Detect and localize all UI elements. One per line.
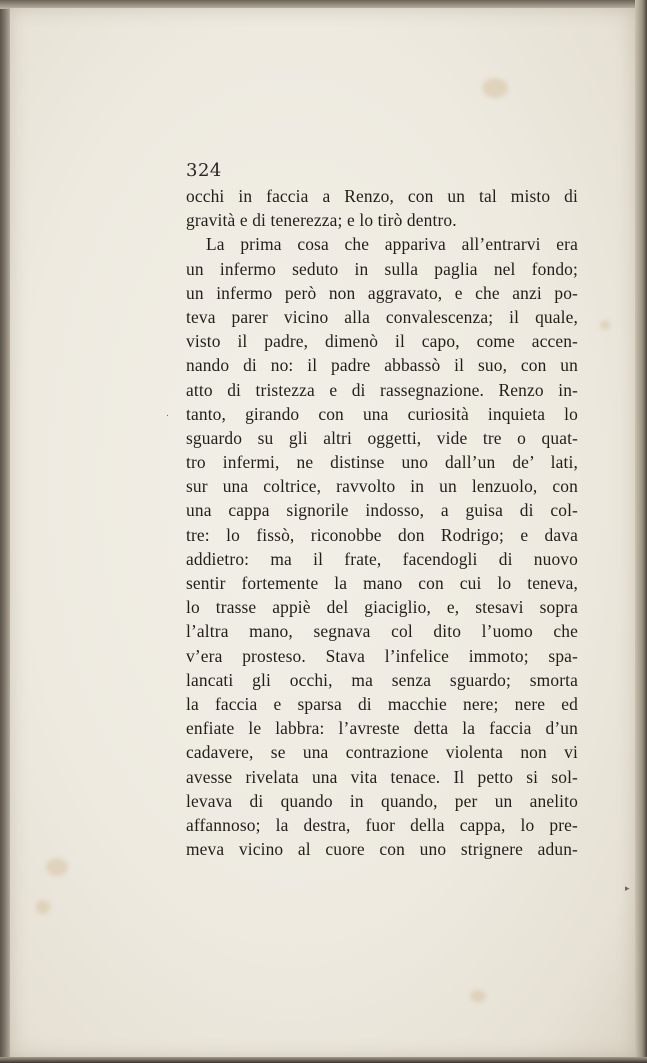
foxing-stain (46, 858, 68, 876)
text-line: tanto, girando con una curiosità inquieta lo (186, 403, 578, 424)
text-line: atto di tristezza e di rassegnazione. Renzo in- (186, 379, 578, 400)
text-line: sur una coltrice, ravvolto in un lenzuolo, con (186, 476, 578, 497)
text-line: affannoso; la destra, fuor della cappa, lo pre- (186, 814, 578, 835)
text-line: l’altra mano, segnava col dito l’uomo che (186, 621, 578, 642)
page-bottom-edge (0, 1057, 647, 1063)
foxing-stain (36, 900, 50, 914)
text-line: tre: lo fissò, riconobbe don Rodrigo; e dava (186, 524, 578, 545)
text-line: sguardo su gli altri oggetti, vide tre o quat- (186, 427, 578, 448)
text-line: tro infermi, ne distinse uno dall’un de’ lati, (186, 452, 578, 473)
foxing-stain (600, 320, 610, 330)
text-line: addietro: ma il frate, facendogli di nuovo (186, 548, 578, 569)
text-line: gravità e di tenerezza; e lo tirò dentro. (186, 210, 457, 231)
text-line: un infermo però non aggravato, e che anzi po- (186, 282, 578, 303)
page-right-edge (635, 0, 647, 1063)
text-line: cadavere, se una contrazione violenta non vi (186, 742, 578, 763)
margin-mark: ▸ (625, 884, 630, 894)
text-line: occhi in faccia a Renzo, con un tal misto di (186, 186, 578, 206)
body-text (186, 184, 578, 861)
foxing-stain (470, 990, 486, 1002)
text-line: nando di no: il padre abbassò il suo, con un (186, 355, 578, 376)
text-line: visto il padre, dimenò il capo, come accen- (186, 331, 578, 352)
text-line: una cappa signorile indosso, a guisa di col- (186, 500, 578, 521)
text-line: la faccia e sparsa di macchie nere; nere ed (186, 693, 578, 714)
text-line: avesse rivelata una vita tenace. Il petto si sol- (186, 766, 578, 787)
text-line: sentir fortemente la mano con cui lo teneva, (186, 573, 578, 593)
text-line: lo trasse appiè del giaciglio, e, stesavi sopra (186, 597, 578, 618)
text-line: levava di quando in quando, per un anelito (186, 790, 578, 811)
text-line: un infermo seduto in sulla paglia nel fondo; (186, 258, 578, 279)
page-number: 324 (186, 160, 222, 181)
text-line: lancati gli occhi, ma senza sguardo; smorta (186, 669, 578, 690)
margin-mark: . (166, 409, 169, 419)
text-line: La prima cosa che appariva all’entrarvi era (206, 234, 578, 255)
text-line: enfiate le labbra: l’avreste detta la faccia d’un (186, 718, 578, 739)
text-line: teva parer vicino alla convalescenza; il quale, (186, 306, 578, 327)
text-line: meva vicino al cuore con uno strignere adun- (186, 839, 578, 860)
text-line: v’era prosteso. Stava l’infelice immoto; spa- (186, 645, 578, 666)
foxing-stain (482, 78, 508, 98)
